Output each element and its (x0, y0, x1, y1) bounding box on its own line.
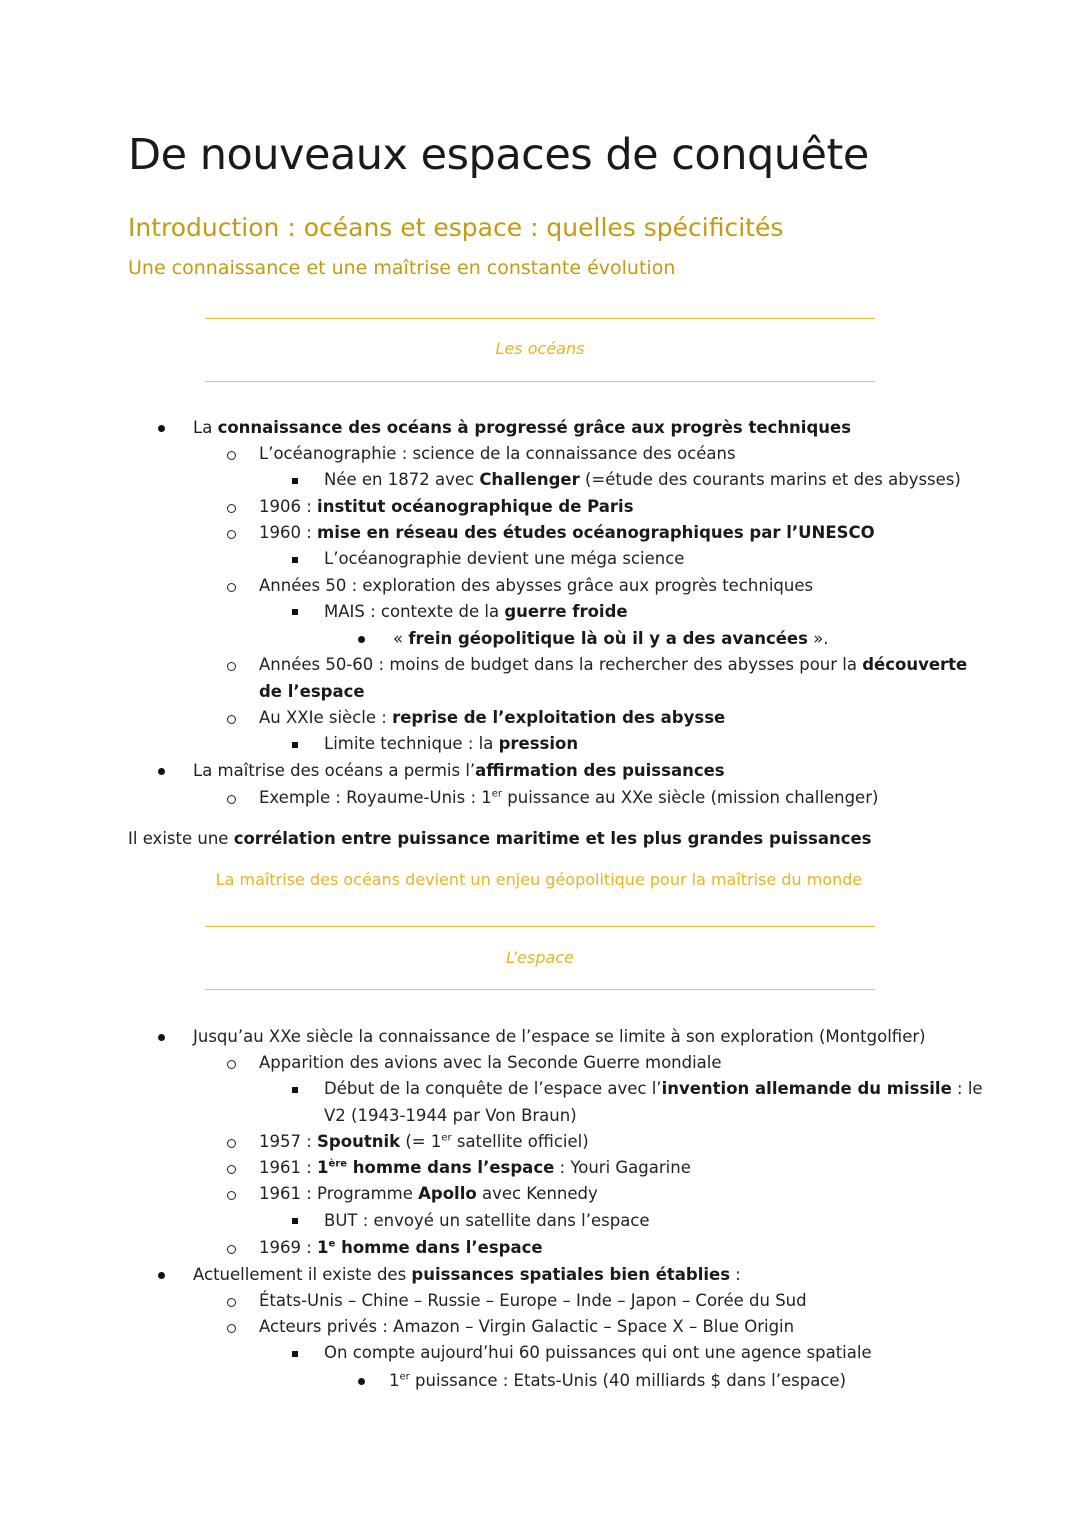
list-item: « frein géopolitique là où il y a des avancées ». (393, 629, 829, 648)
list-item-continuation: V2 (1943-1944 par Von Braun) (324, 1106, 577, 1125)
bullet-circle-icon (227, 715, 236, 724)
bullet-circle-icon (227, 1324, 236, 1333)
bullet-circle-icon (227, 795, 236, 804)
bullet-dot-icon (358, 636, 365, 643)
bullet-circle-icon (227, 1060, 236, 1069)
list-item: Début de la conquête de l’espace avec l’invention allemande du missile : le (324, 1079, 983, 1098)
bullet-circle-icon (227, 1139, 236, 1148)
bullet-square-icon (292, 1087, 298, 1093)
list-item: L’océanographie : science de la connaissance des océans (259, 444, 736, 463)
list-item: MAIS : contexte de la guerre froide (324, 602, 628, 621)
list-item: Limite technique : la pression (324, 734, 579, 753)
list-item: 1957 : Spoutnik (= 1er satellite officiel) (259, 1132, 589, 1151)
list-item: 1er puissance : Etats-Unis (40 milliards $ dans l’espace) (389, 1371, 847, 1390)
bullet-circle-icon (227, 583, 236, 592)
divider-bottom (205, 381, 875, 382)
bullet-square-icon (292, 557, 298, 563)
bullet-dot-icon (158, 768, 165, 775)
list-item: Jusqu’au XXe siècle la connaissance de l’espace se limite à son exploration (Montgolfier) (193, 1027, 926, 1046)
list-item: Née en 1872 avec Challenger (=étude des courants marins et des abysses) (324, 470, 961, 489)
divider-bottom (205, 989, 875, 990)
list-item: Acteurs privés : Amazon – Virgin Galactic – Space X – Blue Origin (259, 1317, 795, 1336)
list-item: 1961 : 1ère homme dans l’espace : Youri Gagarine (259, 1158, 691, 1177)
divider-top (205, 926, 875, 927)
list-item: Années 50-60 : moins de budget dans la rechercher des abysses pour la découverte (259, 655, 968, 674)
highlight-note: La maîtrise des océans devient un enjeu géopolitique pour la maîtrise du monde (215, 870, 863, 889)
bullet-dot-icon (358, 1378, 365, 1385)
bullet-square-icon (292, 742, 298, 748)
bullet-circle-icon (227, 1165, 236, 1174)
bullet-dot-icon (158, 425, 165, 432)
list-item-continuation: de l’espace (259, 682, 365, 701)
oceans-section-title: Les océans (495, 339, 585, 358)
divider-top (205, 318, 875, 319)
list-item: La connaissance des océans à progressé grâce aux progrès techniques (193, 418, 852, 437)
list-item: Apparition des avions avec la Seconde Guerre mondiale (259, 1053, 722, 1072)
list-item: Actuellement il existe des puissances spatiales bien établies : (193, 1265, 741, 1284)
list-item: On compte aujourd’hui 60 puissances qui ont une agence spatiale (324, 1343, 872, 1362)
list-item: BUT : envoyé un satellite dans l’espace (324, 1211, 650, 1230)
bullet-square-icon (292, 1351, 298, 1357)
list-item: Exemple : Royaume-Unis : 1er puissance au XXe siècle (mission challenger) (259, 788, 879, 807)
bullet-square-icon (292, 478, 298, 484)
bullet-circle-icon (227, 1245, 236, 1254)
list-item: 1969 : 1e homme dans l’espace (259, 1238, 543, 1257)
page-title: De nouveaux espaces de conquête (128, 130, 869, 180)
section-heading: Introduction : océans et espace : quelles spécificités (128, 213, 784, 242)
bullet-circle-icon (227, 662, 236, 671)
list-item: 1960 : mise en réseau des études océanographiques par l’UNESCO (259, 523, 875, 542)
bullet-circle-icon (227, 451, 236, 460)
bullet-circle-icon (227, 1298, 236, 1307)
bullet-circle-icon (227, 530, 236, 539)
bullet-circle-icon (227, 504, 236, 513)
list-item: Années 50 : exploration des abysses grâce aux progrès techniques (259, 576, 814, 595)
space-section-title: L’espace (506, 948, 574, 967)
list-item: 1961 : Programme Apollo avec Kennedy (259, 1184, 598, 1203)
list-item: 1906 : institut océanographique de Paris (259, 497, 634, 516)
paragraph: Il existe une corrélation entre puissance maritime et les plus grandes puissances (128, 829, 872, 848)
bullet-dot-icon (158, 1034, 165, 1041)
list-item: États-Unis – Chine – Russie – Europe – Inde – Japon – Corée du Sud (259, 1291, 807, 1310)
list-item: L’océanographie devient une méga science (324, 549, 685, 568)
bullet-dot-icon (158, 1272, 165, 1279)
bullet-circle-icon (227, 1191, 236, 1200)
bullet-square-icon (292, 609, 298, 615)
bullet-square-icon (292, 1218, 298, 1224)
list-item: La maîtrise des océans a permis l’affirmation des puissances (193, 761, 725, 780)
subsection-heading: Une connaissance et une maîtrise en constante évolution (128, 257, 676, 279)
list-item: Au XXIe siècle : reprise de l’exploitation des abysse (259, 708, 726, 727)
